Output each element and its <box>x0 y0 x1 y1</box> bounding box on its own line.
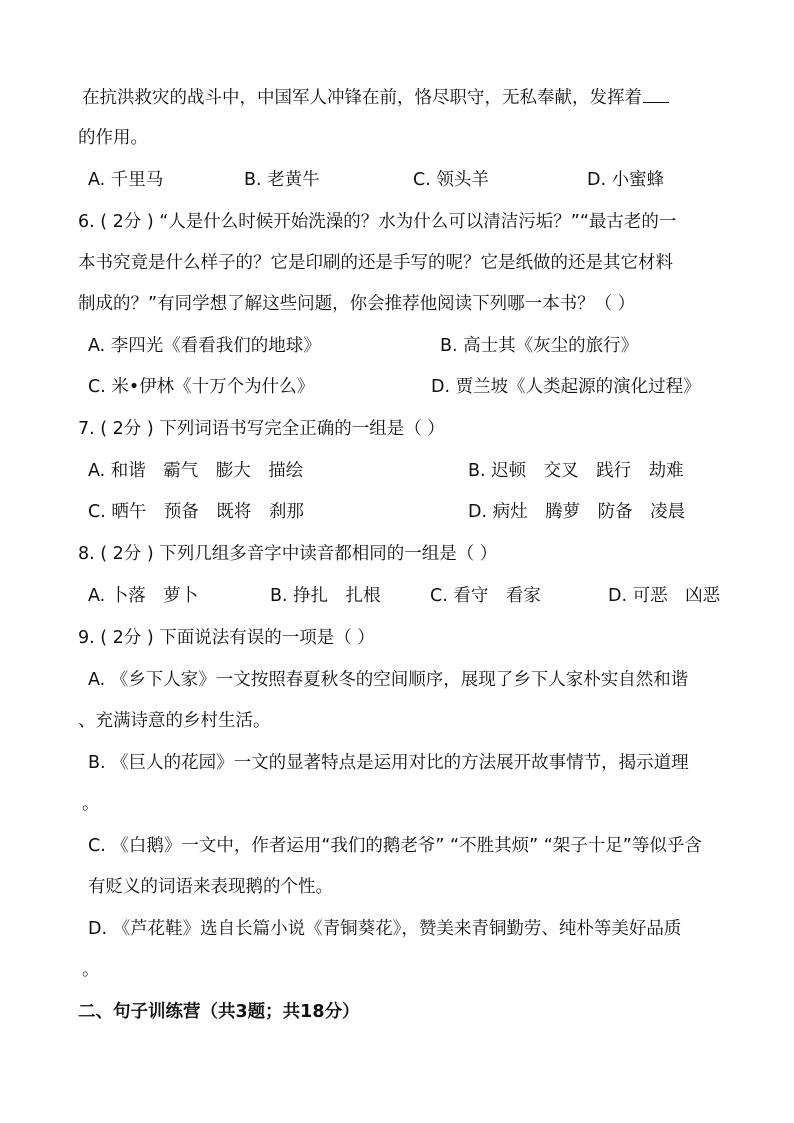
q9-option-a-line2: 、充满诗意的乡村生活。 <box>78 711 271 731</box>
q6-stem-line1: 6. ( 2分 ) “人是什么时候开始洗澡的？水为什么可以清洁污垢？”“最古老的一 <box>78 212 677 232</box>
q5-option-c: C. 领头羊 <box>413 170 489 190</box>
section-heading: 二、句子训练营（共3题；共18分） <box>78 1002 360 1022</box>
q9-option-d-line2: 。 <box>82 960 100 980</box>
answer-blank <box>643 85 669 103</box>
q7-option-a: A. 和谐 霸气 膨大 描绘 <box>88 461 304 481</box>
q9-option-b-line2: 。 <box>82 794 100 814</box>
q7-option-c: C. 晒午 预备 既将 刹那 <box>88 502 304 522</box>
q5-stem-line1: 在抗洪救灾的战斗中，中国军人冲锋在前，恪尽职守，无私奉献，发挥着 <box>82 85 669 110</box>
q9-option-c-line2: 有贬义的词语来表现鹅的个性。 <box>88 877 333 897</box>
q8-option-a: A. 卜落 萝卜 <box>88 586 199 606</box>
q6-stem-line2: 本书究竟是什么样子的？它是印刷的还是手写的呢？它是纸做的还是其它材料 <box>78 253 673 273</box>
q5-option-b: B. 老黄牛 <box>244 170 320 190</box>
q6-option-d: D. 贾兰坡《人类起源的演化过程》 <box>431 377 701 397</box>
q5-option-d: D. 小蜜蜂 <box>587 170 665 190</box>
q8-stem: 8. ( 2分 ) 下列几组多音字中读音都相同的一组是（ ） <box>78 544 498 564</box>
q7-option-d: D. 病灶 腾萝 防备 凌晨 <box>468 502 686 522</box>
q8-option-c: C. 看守 看家 <box>430 586 541 606</box>
q6-stem-line3: 制成的？”有同学想了解这些问题，你会推荐他阅读下列哪一本书？（ ） <box>78 294 636 314</box>
q6-option-a: A. 李四光《看看我们的地球》 <box>88 336 321 356</box>
q9-option-c-line1: C. 《白鹅》一文中，作者运用“我们的鹅老爷” “不胜其烦” “架子十足”等似乎含 <box>88 836 702 856</box>
q5-option-a: A. 千里马 <box>88 170 164 190</box>
q6-option-b: B. 高士其《灰尘的旅行》 <box>440 336 639 356</box>
q8-option-b: B. 挣扎 扎根 <box>270 586 381 606</box>
q9-stem: 9. ( 2分 ) 下面说法有误的一项是（ ） <box>78 628 375 648</box>
q7-option-b: B. 迟顿 交叉 践行 劫难 <box>468 461 684 481</box>
q6-option-c: C. 米•伊林《十万个为什么》 <box>88 377 315 397</box>
q9-option-a-line1: A. 《乡下人家》一文按照春夏秋冬的空间顺序，展现了乡下人家朴实自然和谐 <box>88 670 689 690</box>
q9-option-d-line1: D. 《芦花鞋》选自长篇小说《青铜葵花》，赞美来青铜勤劳、纯朴等美好品质 <box>88 919 682 939</box>
q9-option-b-line1: B. 《巨人的花园》一文的显著特点是运用对比的方法展开故事情节，揭示道理 <box>88 753 689 773</box>
q8-option-d: D. 可恶 凶恶 <box>608 586 721 606</box>
q7-stem: 7. ( 2分 ) 下列词语书写完全正确的一组是（ ） <box>78 419 445 439</box>
q5-stem-line2: 的作用。 <box>78 128 148 148</box>
